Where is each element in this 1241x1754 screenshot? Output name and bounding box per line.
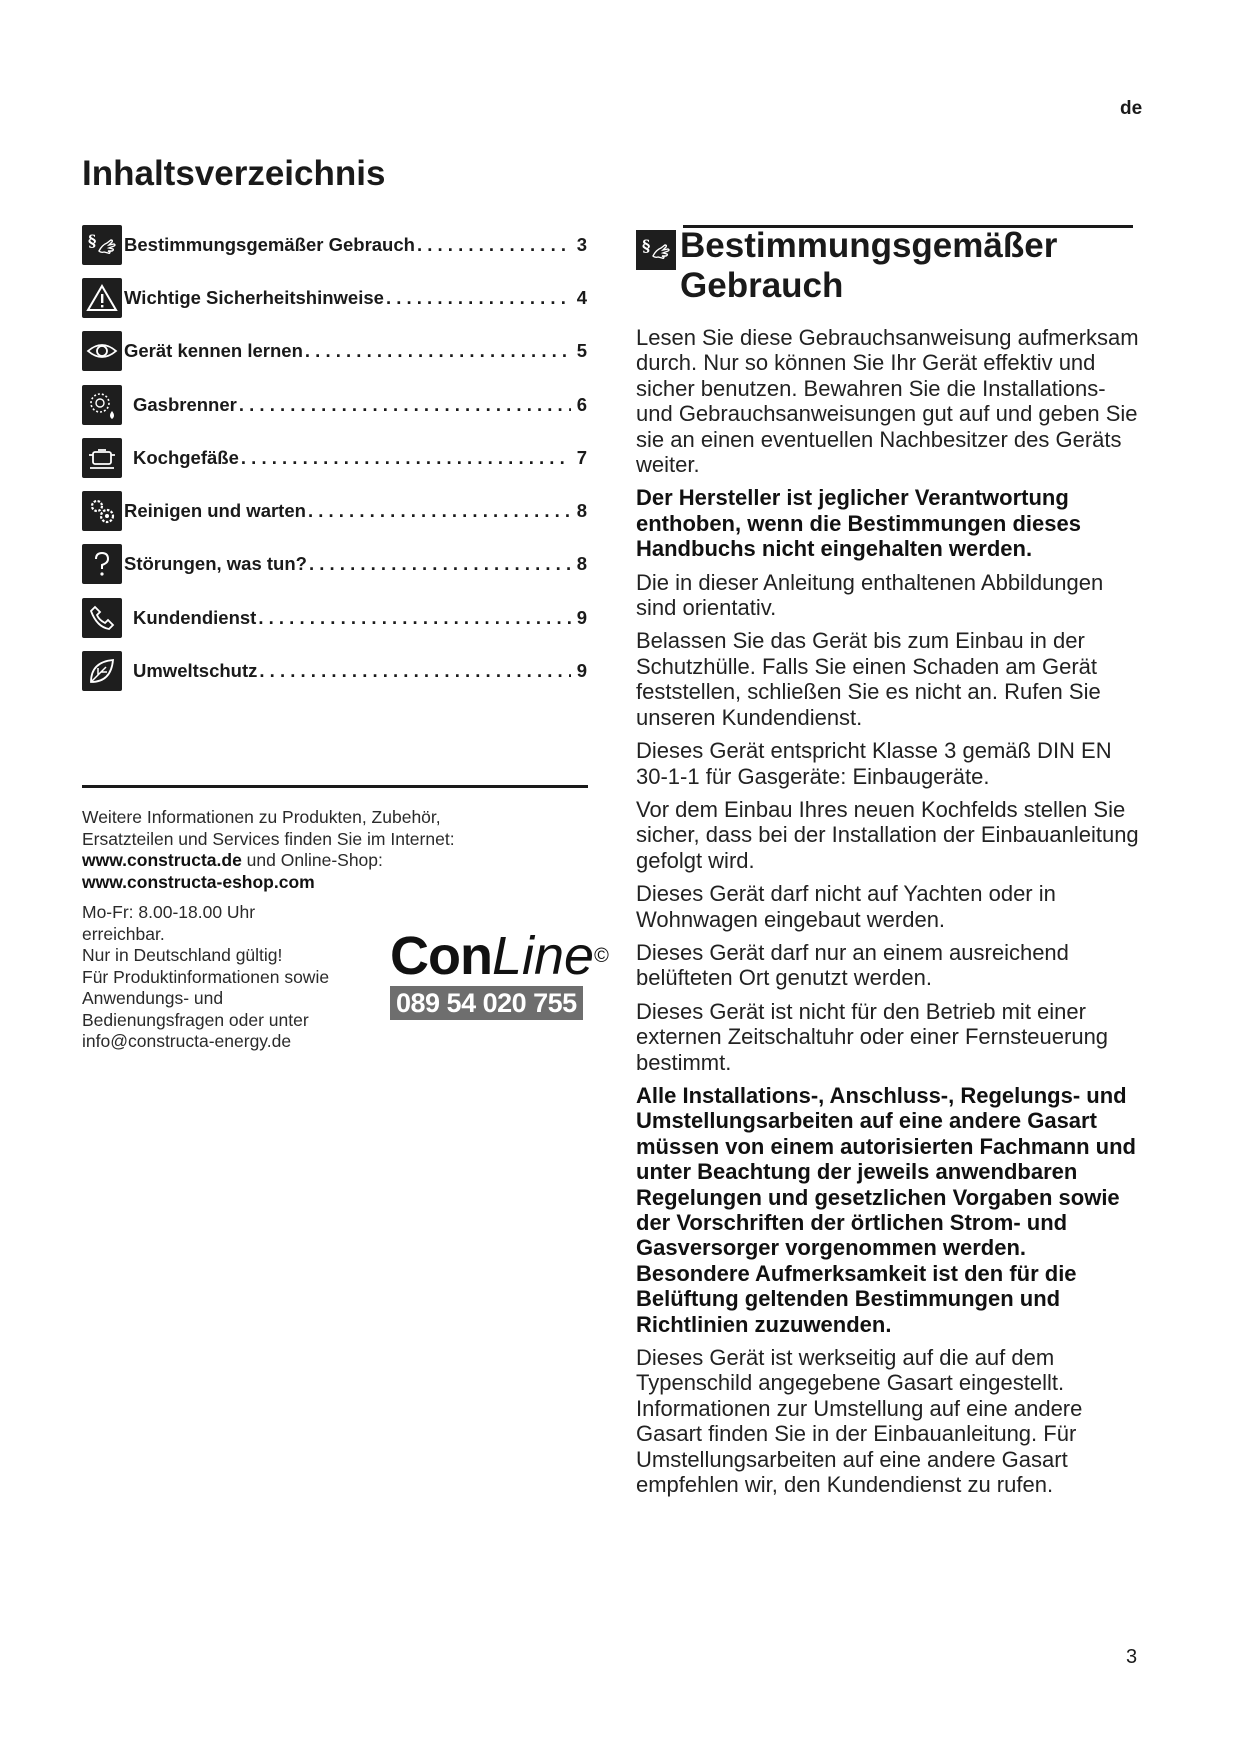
eye-icon	[82, 331, 122, 371]
body-paragraph: Dieses Gerät darf nicht auf Yachten oder in Wohnwagen eingebaut werden.	[636, 881, 1056, 932]
toc-item-label: Bestimmungsgemäßer Gebrauch	[124, 233, 415, 255]
info-line: Weitere Informationen zu Produkten, Zubehör,	[82, 807, 441, 827]
body-paragraph: Dieses Gerät ist nicht für den Betrieb mit einer externen Zeitschaltuhr oder einer Fernsteuerung bestimmt.	[636, 998, 1109, 1075]
body-paragraph-bold: Der Hersteller ist jeglicher Verantwortung enthoben, wenn die Bestimmungen dieses Handbuchs nicht eingehalten werden.	[636, 485, 1081, 562]
conline-logo	[390, 926, 608, 986]
toc-item-label: Kochgefäße	[133, 446, 239, 468]
table-of-contents	[82, 218, 587, 698]
info-line: Anwendungs- und	[82, 988, 224, 1008]
toc-item-kundendienst[interactable]	[82, 591, 587, 644]
toc-item-page: 6	[576, 393, 587, 415]
body-paragraph: Belassen Sie das Gerät bis zum Einbau in der Schutzhülle. Falls Sie einen Schaden am Gerät feststellen, schließen Sie es nicht an. Rufen Sie unseren Kundendienst.	[636, 628, 1101, 730]
toc-item-label: Störungen, was tun?	[124, 553, 307, 575]
toc-item-label: Reinigen und warten	[124, 500, 306, 522]
body-paragraph: Dieses Gerät darf nur an einem ausreichend belüfteten Ort genutzt werden.	[636, 939, 1069, 991]
toc-item-page: 3	[576, 233, 587, 255]
toc-item-label: Wichtige Sicherheitshinweise	[124, 286, 384, 308]
toc-item-label: Gasbrenner	[133, 393, 237, 415]
cookware-icon	[82, 438, 122, 478]
conline-logo-con: Con	[390, 926, 492, 986]
section-title-line1: Bestimmungsgemäßer	[680, 226, 1058, 265]
toc-item-geraet-kennen-lernen[interactable]	[82, 325, 587, 378]
section-heading	[636, 226, 1136, 306]
body-paragraph: Dieses Gerät ist werkseitig auf die auf dem Typenschild angegebene Gasart eingestellt. Informationen zur Umstellung auf eine andere Gasart finden Sie in der Einbauanleitung. Für Umstellungsarbeiten auf eine andere Gasart empfehlen wir, den Kundendienst zu rufen.	[636, 1345, 1083, 1498]
toc-dot-leader	[241, 447, 571, 469]
conline-phone-number[interactable]: 089 54 020 755	[390, 986, 583, 1020]
paragraph-hand-icon	[82, 225, 122, 265]
info-line: Für Produktinformationen sowie	[82, 966, 330, 987]
toc-dot-leader	[258, 607, 570, 629]
toc-dot-leader	[308, 500, 571, 522]
toc-item-page: 8	[576, 500, 587, 522]
toc-item-reinigen-und-warten[interactable]	[82, 484, 587, 537]
section-title	[680, 226, 1136, 306]
validity-line: Nur in Deutschland gültig!	[82, 945, 283, 965]
body-paragraph: Dieses Gerät entspricht Klasse 3 gemäß DIN EN 30-1-1 für Gasgeräte: Einbaugeräte.	[636, 738, 1112, 789]
left-divider	[82, 785, 588, 788]
body-paragraph: Vor dem Einbau Ihres neuen Kochfelds stellen Sie sicher, dass bei der Installation der Einbauanleitung gefolgt wird.	[636, 796, 1139, 873]
question-icon	[82, 544, 122, 584]
toc-item-page: 9	[576, 660, 587, 682]
info-line: Bedienungsfragen oder unter	[82, 1009, 309, 1030]
leaf-icon	[82, 651, 122, 691]
conline-box	[390, 926, 608, 1020]
toc-item-label: Kundendienst	[133, 606, 257, 628]
toc-item-sicherheitshinweise[interactable]	[82, 271, 587, 324]
toc-dot-leader	[386, 287, 571, 309]
body-paragraph: Die in dieser Anleitung enthaltenen Abbildungen sind orientativ.	[636, 569, 1104, 621]
toc-dot-leader	[259, 660, 570, 682]
hours-line: erreichbar.	[82, 923, 165, 944]
paragraph-hand-icon	[636, 230, 676, 270]
page-number: 3	[1126, 1646, 1138, 1668]
toc-item-page: 4	[576, 286, 587, 308]
svg-text:§: §	[88, 230, 97, 250]
info-line: Ersatzteilen und Services finden Sie im Internet:	[82, 828, 455, 849]
toc-item-stoerungen[interactable]	[82, 538, 587, 591]
hours-line: Mo-Fr: 8.00-18.00 Uhr	[82, 902, 256, 922]
website-link[interactable]: www.constructa.de	[82, 850, 242, 870]
info-web-line	[82, 872, 462, 894]
toc-dot-leader	[239, 394, 571, 416]
language-label: de	[1120, 98, 1143, 119]
info-line: und Online-Shop:	[241, 850, 383, 870]
body-paragraph: Lesen Sie diese Gebrauchsanweisung aufmerksam durch. Nur so können Sie Ihr Gerät effektiv und sicher benutzen. Bewahren Sie die Installations- und Gebrauchsanweisungen gut auf und geben Sie sie an einen eventuellen Nachbesitzer des Geräts weiter.	[636, 325, 1139, 478]
section-body	[636, 325, 1141, 1505]
info-web-line	[82, 850, 462, 872]
toc-item-label: Gerät kennen lernen	[124, 340, 303, 362]
email-link[interactable]: info@constructa-energy.de	[82, 1031, 292, 1051]
toc-item-page: 7	[576, 446, 587, 468]
toc-item-kochgefaesse[interactable]	[82, 431, 587, 484]
toc-item-label: Umweltschutz	[133, 660, 258, 682]
toc-item-page: 9	[576, 606, 587, 628]
body-paragraph-bold: Alle Installations-, Anschluss-, Regelungs- und Umstellungsarbeiten auf eine andere Gasart müssen von einem autorisierten Fachmann und unter Beachtung der jeweils anwendbaren Regelungen und gesetzlichen Vorgaben sowie der Vorschriften der örtlichen Strom- und Gasversorger vorgenommen werden. Besondere Aufmerksamkeit ist den für die Belüftung geltenden Bestimmungen und Richtlinien zuzuwenden.	[636, 1082, 1136, 1337]
toc-dot-leader	[305, 340, 571, 362]
phone-icon	[82, 598, 122, 638]
toc-item-page: 8	[576, 553, 587, 575]
toc-item-page: 5	[576, 340, 587, 362]
conline-logo-line: Line	[491, 926, 595, 986]
spacer	[82, 893, 462, 902]
warning-triangle-icon	[82, 278, 122, 318]
toc-item-gasbrenner[interactable]	[82, 378, 587, 431]
toc-item-bestimmungsgemaesser-gebrauch[interactable]	[82, 218, 587, 271]
toc-title: Inhaltsverzeichnis	[82, 154, 386, 193]
toc-dot-leader	[309, 553, 571, 575]
toc-item-umweltschutz[interactable]	[82, 644, 587, 697]
eshop-link[interactable]: www.constructa-eshop.com	[82, 871, 315, 892]
section-title-line2: Gebrauch	[680, 266, 844, 305]
gears-icon	[82, 491, 122, 531]
gas-burner-icon	[82, 385, 122, 425]
svg-text:§: §	[642, 236, 651, 255]
copyright-mark: ©	[594, 945, 608, 967]
toc-dot-leader	[417, 234, 571, 256]
